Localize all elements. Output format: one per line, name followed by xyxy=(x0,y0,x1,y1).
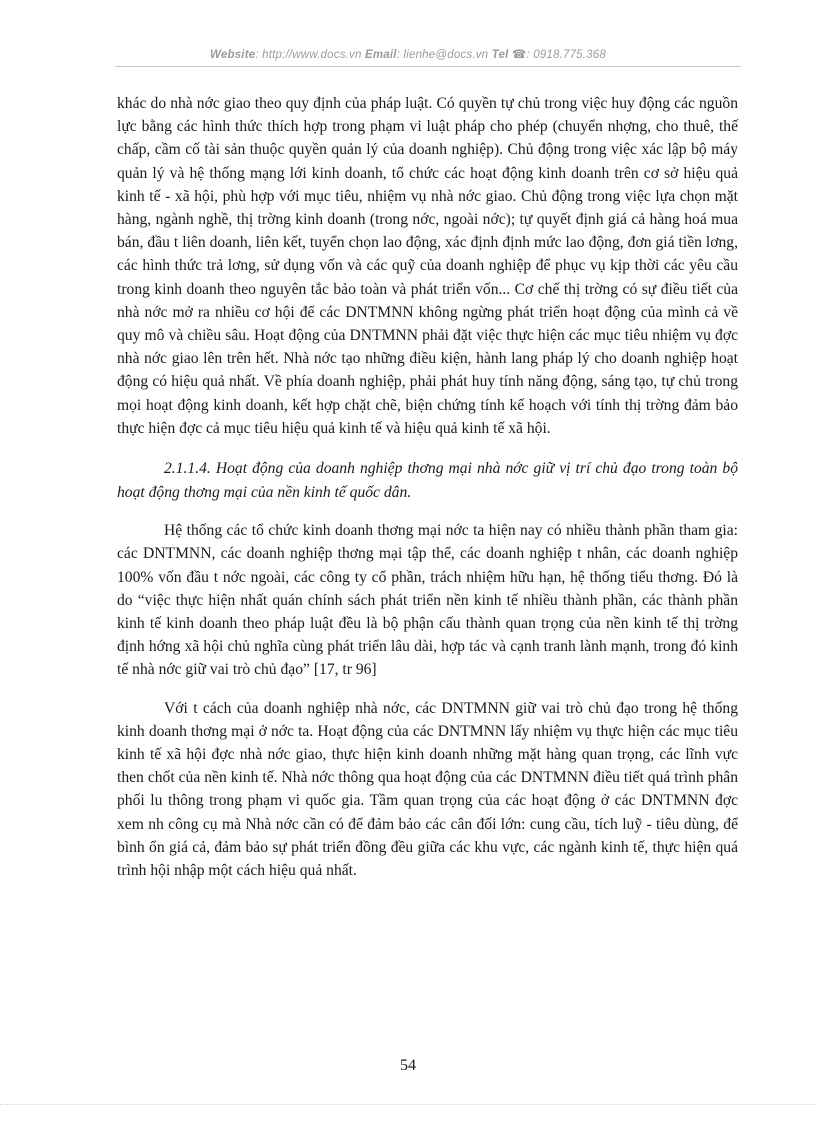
tel-value: : 0918.775.368 xyxy=(526,49,606,61)
paragraph-2: Hệ thống các tổ chức kinh doanh thơng mại nớc ta hiện nay có nhiều thành phần tham gia: các DNTMNN, các doanh nghiệp thơng mại tập thể, các doanh nghiệp t nhân, các doanh nghiệp 100% vốn đầu t nớc ngoài, các công ty cổ phần, trách nhiệm hữu hạn, hệ thống tiểu thơng. Đó là do “việc thực hiện nhất quán chính sách phát triển nền kinh tế nhiều thành phần, các thành phần kinh tế kinh doanh theo pháp luật đều là bộ phận cấu thành quan trọng của nền kinh tế thị trờng định hớng xã hội chủ nghĩa cùng phát triển lâu dài, hợp tác và cạnh tranh lành mạnh, trong đó kinh tế nhà nớc giữ vai trò chủ đạo” [17, tr 96] xyxy=(117,522,738,679)
document-body xyxy=(117,92,738,882)
section-heading: 2.1.1.4. Hoạt động của doanh nghiệp thơng mại nhà nớc giữ vị trí chủ đạo trong toàn bộ hoạt động thơng mại của nền kinh tế quốc dân. xyxy=(117,460,738,501)
header-divider xyxy=(115,66,741,67)
footer-divider xyxy=(0,1104,816,1105)
paragraph-1: khác do nhà nớc giao theo quy định của pháp luật. Có quyền tự chủ trong việc huy động các nguồn lực bằng các hình thức thích hợp trong phạm vi luật pháp cho phép (chuyển nhợng, cho thuê, thế chấp, cầm cố tài sản thuộc quyền quản lý của doanh nghiệp). Chủ động trong việc xác lập bộ máy quản lý và hệ thống mạng lới kinh doanh, tổ chức các hoạt động kinh doanh trên cơ sở hiệu quả kinh tế - xã hội, phù hợp với mục tiêu, nhiệm vụ nhà nớc giao. Chủ động trong việc lựa chọn mặt hàng, ngành nghề, thị trờng kinh doanh (trong nớc, ngoài nớc); tự quyết định giá cả hàng hoá mua bán, đầu t liên doanh, liên kết, tuyển chọn lao động, xác định định mức lao động, đơn giá tiền lơng, các hình thức trả lơng, sử dụng vốn và các quỹ của doanh nghiệp để phục vụ kịp thời các yêu cầu trong kinh doanh theo nguyên tắc bảo toàn và phát triển vốn... Cơ chế thị trờng có sự điều tiết của nhà nớc mở ra nhiều cơ hội để các DNTMNN không ngừng phát triển hoạt động của mình cả về quy mô và chiều sâu. Hoạt động của DNTMNN phải đặt việc thực hiện các mục tiêu nhiệm vụ đợc nhà nớc giao lên trên hết. Nhà nớc tạo những điều kiện, hành lang pháp lý cho doanh nghiệp hoạt động có hiệu quả nhất. Về phía doanh nghiệp, phải phát huy tính năng động, sáng tạo, tự chủ trong mọi hoạt động kinh doanh, kết hợp chặt chẽ, biện chứng tính kế hoạch với tính thị trờng đảm bảo thực hiện đợc cả mục tiêu hiệu quả kinh tế và hiệu quả kinh tế xã hội. xyxy=(117,95,738,437)
phone-icon: ☎ xyxy=(511,49,527,61)
page-header xyxy=(0,47,816,61)
paragraph-3: Với t cách của doanh nghiệp nhà nớc, các DNTMNN giữ vai trò chủ đạo trong hệ thống kinh doanh thơng mại ở nớc ta. Hoạt động của các DNTMNN lấy nhiệm vụ thực hiện các mục tiêu kinh tế xã hội đợc nhà nớc giao, thực hiện kinh doanh những mặt hàng quan trọng, các lĩnh vực then chốt của nền kinh tế. Nhà nớc thông qua hoạt động của các DNTMNN điều tiết quá trình phân phối lu thông trong phạm vi quốc gia. Tầm quan trọng của các hoạt động ở các DNTMNN đợc xem nh công cụ mà Nhà nớc cần có để đảm bảo các cân đối lớn: cung cầu, tích luỹ - tiêu dùng, để bình ổn giá cả, đảm bảo sự phát triển đồng đều giữa các khu vực, các ngành kinh tế, thực hiện quá trình hội nhập một cách hiệu quả nhất. xyxy=(117,699,738,880)
email-label: Email xyxy=(365,49,397,61)
email-value[interactable]: : lienhe@docs.vn xyxy=(396,49,489,61)
website-value[interactable]: : http://www.docs.vn xyxy=(255,49,362,61)
page-number: 54 xyxy=(400,1057,416,1074)
tel-label: Tel xyxy=(491,49,509,61)
website-label: Website xyxy=(210,49,256,61)
